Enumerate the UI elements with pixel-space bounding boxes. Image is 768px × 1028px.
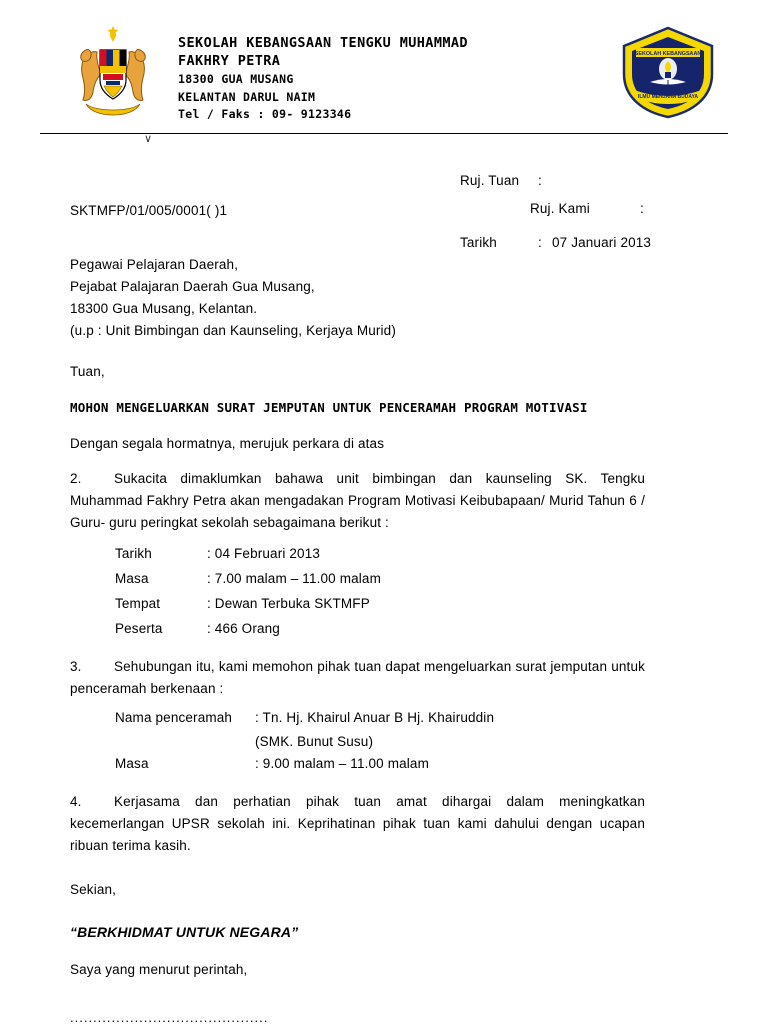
event-detail-row (115, 567, 698, 592)
event-detail-key: Masa (115, 570, 149, 586)
closing-signoff: Saya yang menurut perintah, (70, 962, 248, 978)
event-detail-row (115, 592, 698, 617)
speaker-time-key: Masa (115, 756, 149, 772)
recipient-line-4: (u.p : Unit Bimbingan dan Kaunseling, Kerjaya Murid) (70, 322, 396, 338)
salutation: Tuan, (70, 364, 105, 380)
paragraph-2-number: 2. (70, 471, 82, 487)
svg-text:SEKOLAH KEBANGSAAN: SEKOLAH KEBANGSAAN (634, 51, 702, 57)
letterhead-text (156, 24, 616, 123)
speaker-name-sub: (SMK. Bunut Susu) (255, 733, 374, 749)
speaker-details (70, 706, 698, 778)
event-detail-key: Tempat (115, 595, 161, 611)
date-colon: : (538, 234, 542, 250)
paragraph-4-number: 4. (70, 794, 82, 810)
reference-right-column (460, 170, 740, 260)
closing-slogan: “BERKHIDMAT UNTUK NEGARA” (70, 923, 299, 940)
event-detail-value: : 466 Orang (207, 620, 280, 636)
school-name-line2: FAKHRY PETRA (178, 53, 281, 70)
paragraph-3 (70, 656, 645, 700)
letter-body (40, 150, 728, 1028)
event-detail-key: Peserta (115, 620, 163, 636)
event-detail-key: Tarikh (115, 545, 152, 561)
school-name-line1: SEKOLAH KEBANGSAAN TENGKU MUHAMMAD (178, 35, 468, 51)
paragraph-3-text: Sehubungan itu, kami memohon pihak tuan dapat mengeluarkan surat jemputan untuk penceramah berkenaan : (70, 658, 645, 696)
paragraph-4-text: Kerjasama dan perhatian pihak tuan amat dihargai dalam meningkatkan kecemerlangan UPSR sekolah ini. Keprihatinan pihak tuan kami dahului dengan ucapan ribuan terima kasih. (70, 794, 645, 854)
opening-paragraph: Dengan segala hormatnya, merujuk perkara di atas (70, 435, 385, 451)
date-label: Tarikh (460, 234, 497, 250)
school-phone: Tel / Faks : 09- 9123346 (178, 107, 352, 122)
school-address-line1: 18300 GUA MUSANG (178, 72, 294, 87)
recipient-line-1: Pegawai Pelajaran Daerah, (70, 256, 239, 272)
signature-dotted-line: ........................................... (70, 1010, 269, 1026)
paragraph-3-number: 3. (70, 658, 82, 674)
event-detail-row (115, 617, 698, 642)
letter-subject: MOHON MENGELUARKAN SURAT JEMPUTAN UNTUK PENCERAMAH PROGRAM MOTIVASI (70, 400, 588, 416)
paragraph-2 (70, 468, 645, 534)
ref-kami-label: Ruj. Kami (530, 200, 590, 216)
ref-tuan-label: Ruj. Tuan (460, 172, 520, 188)
event-detail-value: : Dewan Terbuka SKTMFP (207, 595, 370, 611)
ref-date-row (460, 232, 740, 254)
letterhead-divider-mark (40, 134, 728, 150)
event-detail-value: : 04 Februari 2013 (207, 545, 321, 561)
speaker-time-value: : 9.00 malam – 11.00 malam (255, 756, 429, 772)
ref-tuan-colon: : (538, 172, 542, 188)
paragraph-2-text: Sukacita dimaklumkan bahawa unit bimbingan dan kaunseling SK. Tengku Muhammad Fakhry Petra akan mengadakan Program Motivasi Keibubapaan/ Murid Tahun 6 / Guru- guru peringkat sekolah sebagaimana berikut : (70, 471, 645, 531)
svg-text:ILMU MENJANA BUDAYA: ILMU MENJANA BUDAYA (637, 94, 699, 100)
recipient-line-3: 18300 Gua Musang, Kelantan. (70, 300, 258, 316)
recipient-address (70, 254, 698, 341)
reference-block (70, 170, 698, 252)
event-details-list (70, 542, 698, 642)
recipient-line-2: Pejabat Palajaran Daerah Gua Musang, (70, 278, 315, 294)
speaker-name-row (115, 706, 698, 731)
closing-sekian: Sekian, (70, 881, 117, 897)
ref-kami-colon: : (640, 200, 644, 216)
speaker-name-key: Nama penceramah (115, 709, 233, 725)
letterhead (40, 24, 728, 123)
event-detail-row (115, 542, 698, 567)
school-badge-icon (616, 24, 720, 120)
ref-tuan-row (460, 170, 740, 192)
ref-kami-row (530, 198, 740, 220)
date-value: 07 Januari 2013 (552, 234, 652, 250)
malaysia-coat-of-arms-icon (70, 24, 156, 120)
speaker-time-row (115, 752, 698, 777)
speaker-name-value: : Tn. Hj. Khairul Anuar B Hj. Khairuddin (255, 709, 495, 725)
event-detail-value: : 7.00 malam – 11.00 malam (207, 570, 381, 586)
paragraph-4 (70, 791, 645, 857)
chevron-down-icon: ∨ (144, 132, 153, 145)
school-address-line2: KELANTAN DARUL NAIM (178, 89, 316, 104)
our-reference-number: SKTMFP/01/005/0001( )1 (70, 202, 228, 218)
